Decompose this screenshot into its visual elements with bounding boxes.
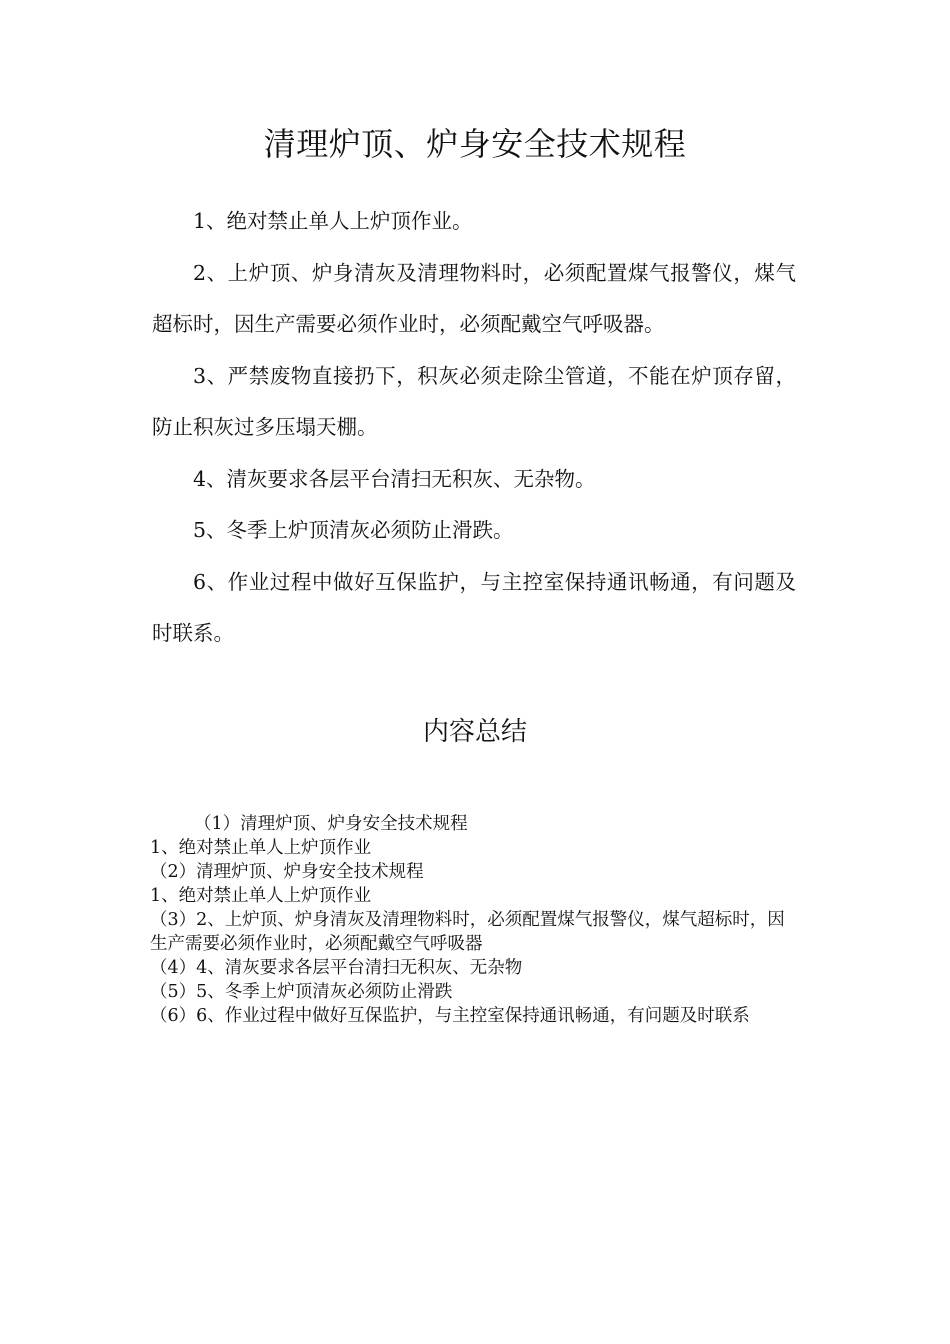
rules-body xyxy=(152,196,796,660)
summary-body xyxy=(150,812,798,1028)
rule-paragraph-3: 3、严禁废物直接扔下，积灰必须走除尘管道，不能在炉顶存留，防止积灰过多压塌天棚。 xyxy=(152,363,796,439)
summary-line-8: （6）6、作业过程中做好互保监护，与主控室保持通讯畅通，有问题及时联系 xyxy=(150,1006,750,1026)
rule-paragraph-4: 4、清灰要求各层平台清扫无积灰、无杂物。 xyxy=(193,466,596,491)
summary-line-1: （1）清理炉顶、炉身安全技术规程 xyxy=(194,814,468,834)
summary-line-2: 1、绝对禁止单人上炉顶作业 xyxy=(150,838,372,858)
rule-paragraph-2: 2、上炉顶、炉身清灰及清理物料时，必须配置煤气报警仪，煤气超标时，因生产需要必须作业时，必须配戴空气呼吸器。 xyxy=(152,260,796,336)
rule-paragraph-6: 6、作业过程中做好互保监护，与主控室保持通讯畅通，有问题及时联系。 xyxy=(152,569,796,645)
summary-line-3: （2）清理炉顶、炉身安全技术规程 xyxy=(150,862,424,882)
summary-line-4: 1、绝对禁止单人上炉顶作业 xyxy=(150,886,372,906)
document-title: 清理炉顶、炉身安全技术规程 xyxy=(263,125,687,163)
rule-paragraph-5: 5、冬季上炉顶清灰必须防止滑跌。 xyxy=(193,518,514,542)
summary-line-7: （5）5、冬季上炉顶清灰必须防止滑跌 xyxy=(150,982,453,1002)
summary-line-6: （4）4、清灰要求各层平台清扫无积灰、无杂物 xyxy=(150,958,523,978)
rule-paragraph-1: 1、绝对禁止单人上炉顶作业。 xyxy=(193,209,473,233)
summary-line-5: （3）2、上炉顶、炉身清灰及清理物料时，必须配置煤气报警仪，煤气超标时，因生产需要必须作业时，必须配戴空气呼吸器 xyxy=(150,910,785,954)
summary-title: 内容总结 xyxy=(422,717,527,747)
